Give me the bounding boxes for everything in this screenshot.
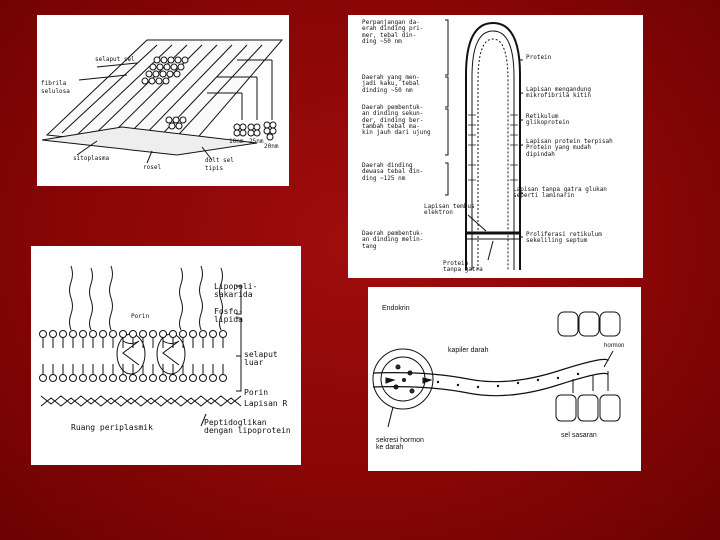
- lipid-head: [140, 331, 147, 338]
- glucan-layer-label: Lapisan tanpa gatra glukan seperti laminarin: [513, 186, 607, 200]
- mature-wall-label: Daerah dinding dewasa tebal din- ding ~125 nm: [362, 162, 424, 182]
- lipid-head: [50, 331, 57, 338]
- lipid-head: [150, 331, 157, 338]
- selulosa-label: selulosa: [41, 88, 70, 95]
- dimension-10nm: 10nm: [229, 138, 244, 145]
- lipid-head: [140, 375, 147, 382]
- phospholipid-row-top: [40, 331, 227, 349]
- porin-top-label: Porin: [131, 313, 150, 320]
- lipid-head: [210, 331, 217, 338]
- sitoplasma-label: sitoplasma: [73, 155, 110, 162]
- lipid-head: [190, 331, 197, 338]
- rigid-zone-label: Daerah yang men- jadi kaku, tebal dinding ~50 nm: [362, 74, 420, 94]
- r-layer-label: Lapisan R: [244, 399, 288, 408]
- phospholipid-row-bottom: [40, 364, 227, 382]
- dimension-20nm: 20nm: [264, 143, 279, 150]
- lipid-head: [80, 375, 87, 382]
- lipid-head: [130, 331, 137, 338]
- lipid-head: [200, 331, 207, 338]
- hyphal-wall-figure: [348, 15, 643, 278]
- lipid-head: [180, 331, 187, 338]
- lipid-head: [170, 375, 177, 382]
- target-cell-label: sel sasaran: [561, 432, 597, 439]
- cellulose-fibril-figure: [37, 15, 289, 186]
- primary-wall-extension-label: Perpanjangan da- erah dinding pri- mer, tebal din- ding ~50 nm: [362, 19, 424, 45]
- secondary-wall-label: Daerah pembentuk- an dinding sekun- der, dinding ber- tambah tebal ma- kin jauh dari ujung: [362, 104, 431, 137]
- lipid-head: [70, 331, 77, 338]
- septum-formation-label: Daerah pembentuk- an dinding melin- tang: [362, 230, 424, 250]
- lipid-head: [110, 375, 117, 382]
- lipid-head: [220, 331, 227, 338]
- protein-layer-label: Lapisan protein terpisah Protein yang mudah dipindah: [526, 138, 613, 158]
- tipis-label: tipis: [205, 165, 224, 172]
- capillary-label: kapiler darah: [448, 347, 489, 354]
- lipid-head: [120, 375, 127, 382]
- lipid-head: [150, 375, 157, 382]
- periplasmic-space-label: Ruang periplasmik: [71, 423, 153, 432]
- selaput-sel-label: selaput sel: [95, 56, 135, 63]
- lipid-head: [90, 375, 97, 382]
- protein-no-strand-label: Protein tanpa gatra: [443, 260, 483, 274]
- lipid-head: [160, 331, 167, 338]
- lipid-head: [160, 375, 167, 382]
- glycoprotein-label: Retikulum glikoprotein: [526, 113, 570, 127]
- outer-membrane-figure: [31, 246, 301, 465]
- hormone-label: hormon: [604, 343, 625, 349]
- lipid-head: [100, 331, 107, 338]
- protein-label: Protein: [526, 54, 552, 61]
- reticulum-label: Proliferasi retikulum sekeliling septum: [526, 231, 602, 245]
- lipid-head: [170, 331, 177, 338]
- phospholipid-label: Fosfo- lipida: [214, 307, 243, 325]
- lipid-head: [120, 331, 127, 338]
- rosel-label: rosel: [143, 164, 162, 171]
- lipid-head: [180, 375, 187, 382]
- peptidoglycan-label: Peptidoglikan dengan lipoprotein: [204, 418, 291, 436]
- lipid-head: [200, 375, 207, 382]
- dolt-sel-label: dolt sel: [205, 157, 234, 164]
- lipid-head: [40, 375, 47, 382]
- endocrine-figure: [368, 287, 641, 471]
- lipopolysaccharide-label: Lipopoli- sakarida: [214, 282, 258, 300]
- hormone-secretion-label: sekresi hormon ke darah: [376, 437, 424, 452]
- chitin-layer-label: Lapisan mengandung mikrofibrila kitin: [526, 86, 592, 100]
- outer-membrane-label: selaput luar: [244, 350, 278, 368]
- lipid-head: [70, 375, 77, 382]
- endocrine-label: Endokrin: [382, 305, 410, 312]
- lipid-head: [210, 375, 217, 382]
- lipid-head: [40, 331, 47, 338]
- dimension-25nm: 25nm: [249, 138, 264, 145]
- lipid-head: [110, 331, 117, 338]
- lipid-head: [130, 375, 137, 382]
- lipid-head: [60, 375, 67, 382]
- electron-layer-label: Lapisan tembus elektron: [424, 203, 475, 217]
- lipid-head: [80, 331, 87, 338]
- lipid-head: [190, 375, 197, 382]
- porin-label: Porin: [244, 388, 269, 397]
- lipid-head: [220, 375, 227, 382]
- lipid-head: [60, 331, 67, 338]
- fibril-label: fibrila: [41, 80, 67, 87]
- lipid-head: [100, 375, 107, 382]
- lipid-head: [90, 331, 97, 338]
- lipid-head: [50, 375, 57, 382]
